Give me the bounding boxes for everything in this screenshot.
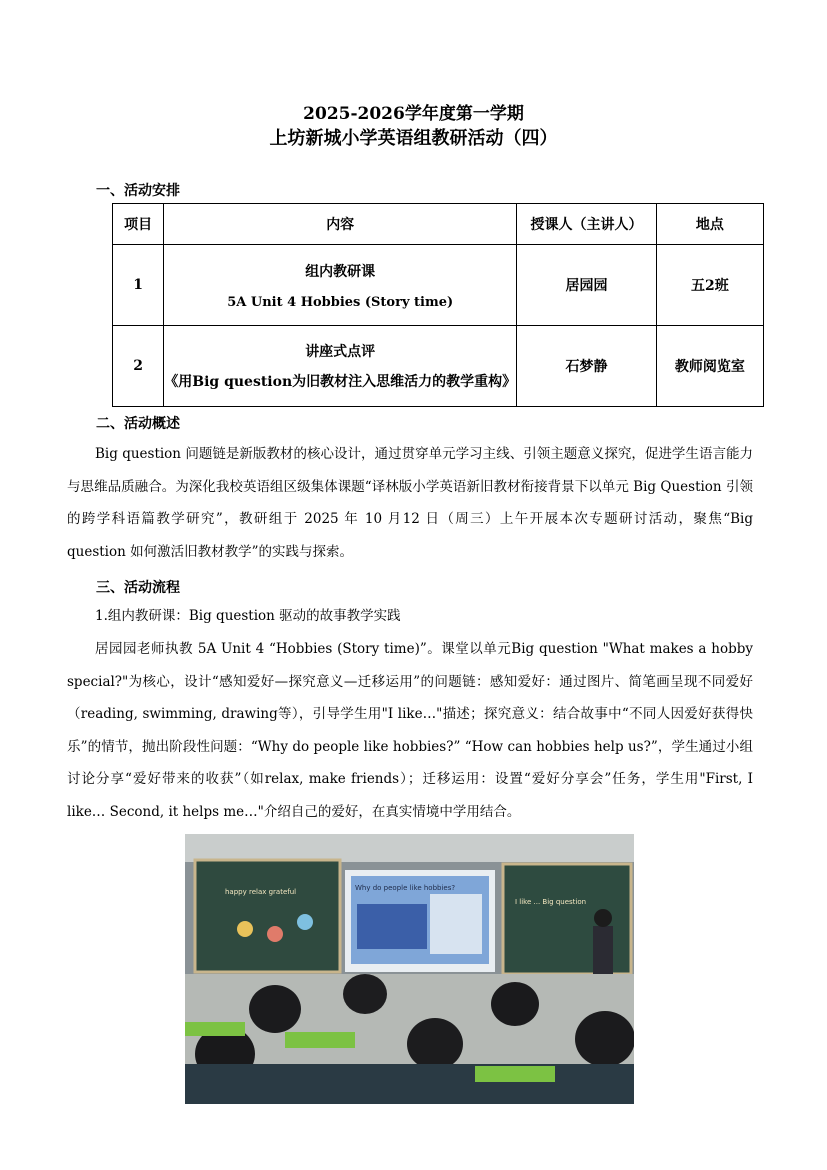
- table-row: [113, 326, 764, 407]
- classroom-photo-illustration: [185, 834, 634, 1104]
- row-detail: 《用Big question为旧教材注入思维活力的教学重构》: [164, 374, 517, 390]
- row-number: 1: [113, 245, 164, 326]
- section-heading-process: 三、活动流程: [96, 580, 180, 596]
- schedule-table: [112, 203, 764, 407]
- row-speaker: 居园园: [517, 245, 657, 326]
- row-place: 教师阅览室: [656, 326, 763, 407]
- table-row: [113, 245, 764, 326]
- row-number: 2: [113, 326, 164, 407]
- process-item-body: 居园园老师执教 5A Unit 4 “Hobbies (Story time)”。课堂以单元Big question "What makes a hobby special?"为核心，设计“感知爱好—探究意义—迁移运用”的问题链：感知爱好：通过图片、简笔画呈现不同爱好（reading, swimming, drawing等），引导学生用"I like…"描述；探究意义：结合故事中“不同人因爱好获得快乐”的情节，抛出阶段性问题：“Why do people like hobbies?” “How can hobbies help us?”，学生通过小组讨论分享“爱好带来的收获”（如relax, make friends）；迁移运用：设置“爱好分享会”任务，学生用"First, I like… Second, it helps me…"介绍自己的爱好，在真实情境中学用结合。: [67, 641, 753, 820]
- row-title: 组内教研课: [305, 263, 376, 280]
- section-heading-overview: 二、活动概述: [96, 416, 180, 432]
- row-content: [164, 245, 517, 326]
- header-content: 内容: [164, 204, 517, 245]
- table-header-row: [113, 204, 764, 245]
- row-title: 讲座式点评: [305, 344, 376, 360]
- document-title-line1: 2025-2026学年度第一学期: [303, 104, 524, 124]
- overview-paragraph: Big question 问题链是新版教材的核心设计，通过贯穿单元学习主线、引领主题意义探究，促进学生语言能力与思维品质融合。为深化我校英语组区级集体课题“译林版小学英语新旧教材衔接背景下以单元 Big Question 引领的跨学科语篇教学研究”，教研组于 2025 年 10 月12 日（周三）上午开展本次专题研讨活动，聚焦“Big question 如何激活旧教材教学”的实践与探索。: [67, 446, 753, 560]
- classroom-photo: [185, 834, 634, 1104]
- slide-title-text: Why do people like hobbies?: [355, 884, 456, 892]
- row-content: [164, 326, 517, 407]
- section-heading-schedule: 一、活动安排: [96, 183, 180, 199]
- header-speaker: 授课人（主讲人）: [517, 204, 657, 245]
- process-item-title: 1.组内教研课：Big question 驱动的故事教学实践: [95, 608, 401, 624]
- board-right-text: I like ... Big question: [515, 898, 587, 906]
- header-place: 地点: [656, 204, 763, 245]
- row-speaker: 石梦静: [517, 326, 657, 407]
- document-title-line2: 上坊新城小学英语组教研活动（四）: [269, 128, 558, 149]
- row-detail: 5A Unit 4 Hobbies (Story time): [227, 294, 454, 310]
- row-place: 五2班: [656, 245, 763, 326]
- header-item: 项目: [113, 204, 164, 245]
- board-left-text: happy relax grateful: [225, 888, 297, 896]
